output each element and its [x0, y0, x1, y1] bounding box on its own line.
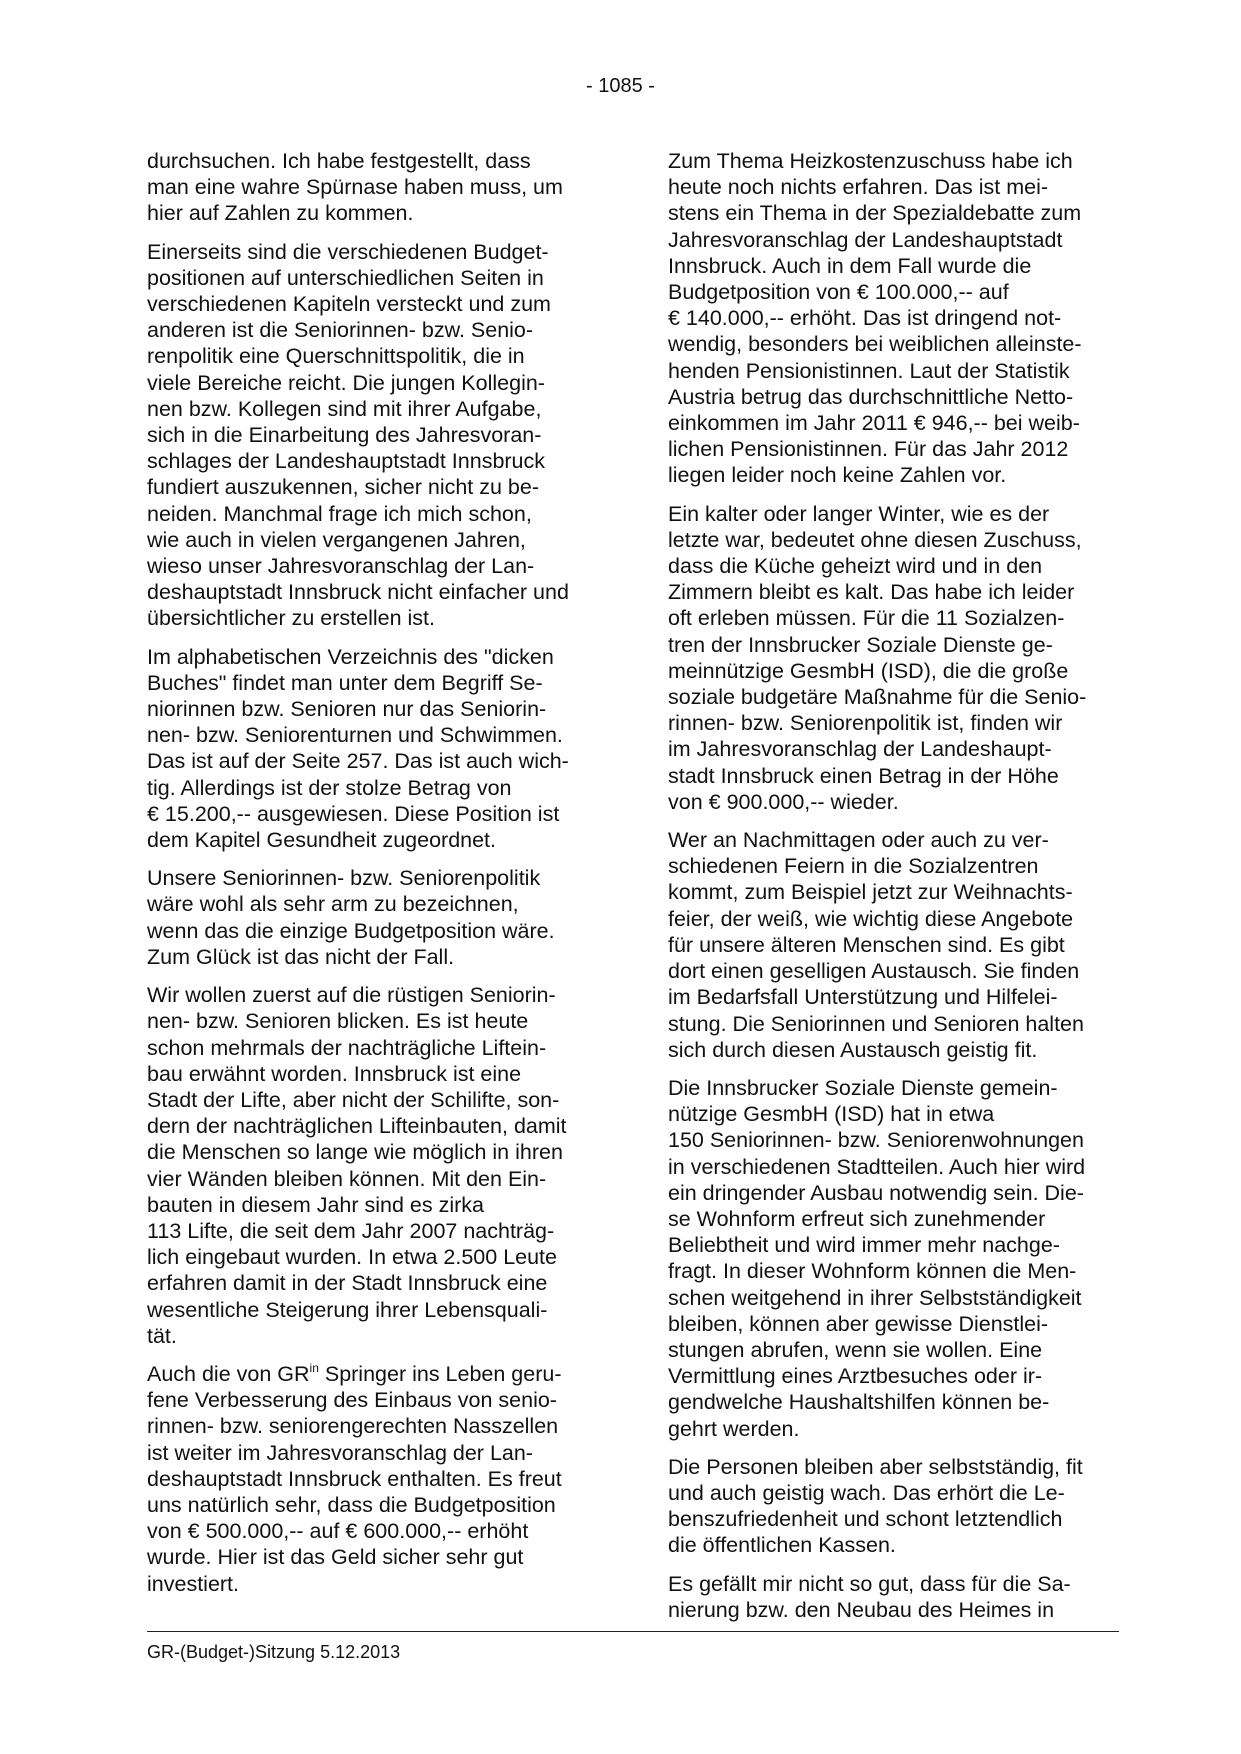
right-column — [668, 148, 1128, 1635]
left-column — [147, 148, 607, 1609]
paragraph: Es gefällt mir nicht so gut, dass für die Sa- nierung bzw. den Neubau des Heimes in — [668, 1571, 1071, 1622]
footer-divider — [147, 1631, 1119, 1632]
paragraph: Ein kalter oder langer Winter, wie es der letzte war, bedeutet ohne diesen Zuschuss, dass die Küche geheizt wird und in den Zimmern bleibt es kalt. Das habe ich leider oft erleben müssen. Für die 11 Sozialzen- tren der Innsbrucker Soziale Dienste ge- meinnützige GesmbH (ISD), die die große soziale budgetäre Maßnahme für die Senio- rinnen- bzw. Seniorenpolitik ist, finden wir im Jahresvoranschlag der Landeshaupt- stadt Innsbruck einen Betrag in der Höhe von € 900.000,-- wieder. — [668, 501, 1087, 814]
paragraph-prefix: Auch die von GR — [147, 1361, 310, 1386]
paragraph: Im alphabetischen Verzeichnis des "dicken Buches" findet man unter dem Begriff Se- niorinnen bzw. Senioren nur das Seniorin- nen- bzw. Seniorenturnen und Schwimmen. Das ist auf der Seite 257. Das ist auch wich- tig. Allerdings ist der stolze Betrag von € 15.200,-- ausgewiesen. Diese Position ist dem Kapitel Gesundheit zugeordnet. — [147, 644, 569, 853]
paragraph: Einerseits sind die verschiedenen Budget- positionen auf unterschiedlichen Seiten in verschiedenen Kapiteln versteckt und zum anderen ist die Seniorinnen- bzw. Senio- renpolitik eine Querschnittspolitik, die in viele Bereiche reicht. Die jungen Kollegin- nen bzw. Kollegen sind mit ihrer Aufgabe, sich in die Einarbeitung des Jahresvoran- schlages der Landeshauptstadt Innsbruck fundiert auszukennen, sicher nicht zu be- neiden. Manchmal frage ich mich schon, wie auch in vielen vergangenen Jahren, wieso unser Jahresvoranschlag der Lan- deshauptstadt Innsbruck nicht einfacher und übersichtlicher zu erstellen ist. — [147, 239, 569, 631]
paragraph: Zum Thema Heizkostenzuschuss habe ich heute noch nichts erfahren. Das ist mei- stens ein Thema in der Spezialdebatte zum Jahresvoranschlag der Landeshauptstadt Innsbruck. Auch in dem Fall wurde die Budgetposition von € 100.000,-- auf € 140.000,-- erhöht. Das ist dringend not- wendig, besonders bei weiblichen alleinste- henden Pensionistinnen. Laut der Statistik Austria betrug das durchschnittliche Netto- einkommen im Jahr 2011 € 946,-- bei weib- lichen Pensionistinnen. Für das Jahr 2012 liegen leider noch keine Zahlen vor. — [668, 149, 1082, 488]
paragraph: Die Innsbrucker Soziale Dienste gemein- nützige GesmbH (ISD) hat in etwa 150 Seniorinnen- bzw. Seniorenwohnungen in verschiedenen Stadtteilen. Auch hier wird ein dringender Ausbau notwendig sein. Die- se Wohnform erfreut sich zunehmender Beliebtheit und wird immer mehr nachge- fragt. In dieser Wohnform können die Men- schen weitgehend in ihrer Selbstständigkeit bleiben, können aber gewisse Dienstlei- stungen abrufen, wenn sie wollen. Eine Vermittlung eines Arztbesuches oder ir- gendwelche Haushaltshilfen können be- gehrt werden. — [668, 1075, 1086, 1441]
paragraph: durchsuchen. Ich habe festgestellt, dass man eine wahre Spürnase haben muss, um hier auf Zahlen zu kommen. — [147, 149, 563, 226]
paragraph: Die Personen bleiben aber selbstständig, fit und auch geistig wach. Das erhört die Le- benszufriedenheit und schont letztendlich die öffentlichen Kassen. — [668, 1454, 1083, 1558]
paragraph: Wer an Nachmittagen oder auch zu ver- schiedenen Feiern in die Sozialzentren kommt, zum Beispiel jetzt zur Weihnachts- feier, der weiß, wie wichtig diese Angebote für unsere älteren Menschen sind. Es gibt dort einen geselligen Austausch. Sie finden im Bedarfsfall Unterstützung und Hilfelei- stung. Die Seniorinnen und Senioren halten sich durch diesen Austausch geistig fit. — [668, 828, 1084, 1062]
paragraph — [147, 1361, 607, 1597]
paragraph: Wir wollen zuerst auf die rüstigen Seniorin- nen- bzw. Senioren blicken. Es ist heute schon mehrmals der nachträgliche Liftein- bau erwähnt worden. Innsbruck ist eine Stadt der Lifte, aber nicht der Schilifte, son- dern der nachträglichen Lifteinbauten, damit die Menschen so lange wie möglich in ihren vier Wänden bleiben können. Mit den Ein- bauten in diesem Jahr sind es zirka 113 Lifte, die seit dem Jahr 2007 nachträg- lich eingebaut wurden. In etwa 2.500 Leute erfahren damit in der Stadt Innsbruck eine wesentliche Steigerung ihrer Lebensquali- tät. — [147, 983, 567, 1348]
paragraph-rest: Springer ins Leben geru- fene Verbesserung des Einbaus von senio- rinnen- bzw. seniorengerechten Nasszellen ist weiter im Jahresvoranschlag der Lan- deshauptstadt Innsbruck enthalten. Es freut uns natürlich sehr, dass die Budgetposition von € 500.000,-- auf € 600.000,-- erhöht wurde. Hier ist das Geld sicher sehr gut investiert. — [147, 1361, 562, 1596]
footer-session-date: GR-(Budget-)Sitzung 5.12.2013 — [147, 1642, 401, 1662]
page-number: - 1085 - — [586, 75, 655, 97]
superscript: in — [309, 1360, 319, 1375]
paragraph: Unsere Seniorinnen- bzw. Seniorenpolitik wäre wohl als sehr arm zu bezeichnen, wenn das die einzige Budgetposition wäre. Zum Glück ist das nicht der Fall. — [147, 866, 555, 969]
